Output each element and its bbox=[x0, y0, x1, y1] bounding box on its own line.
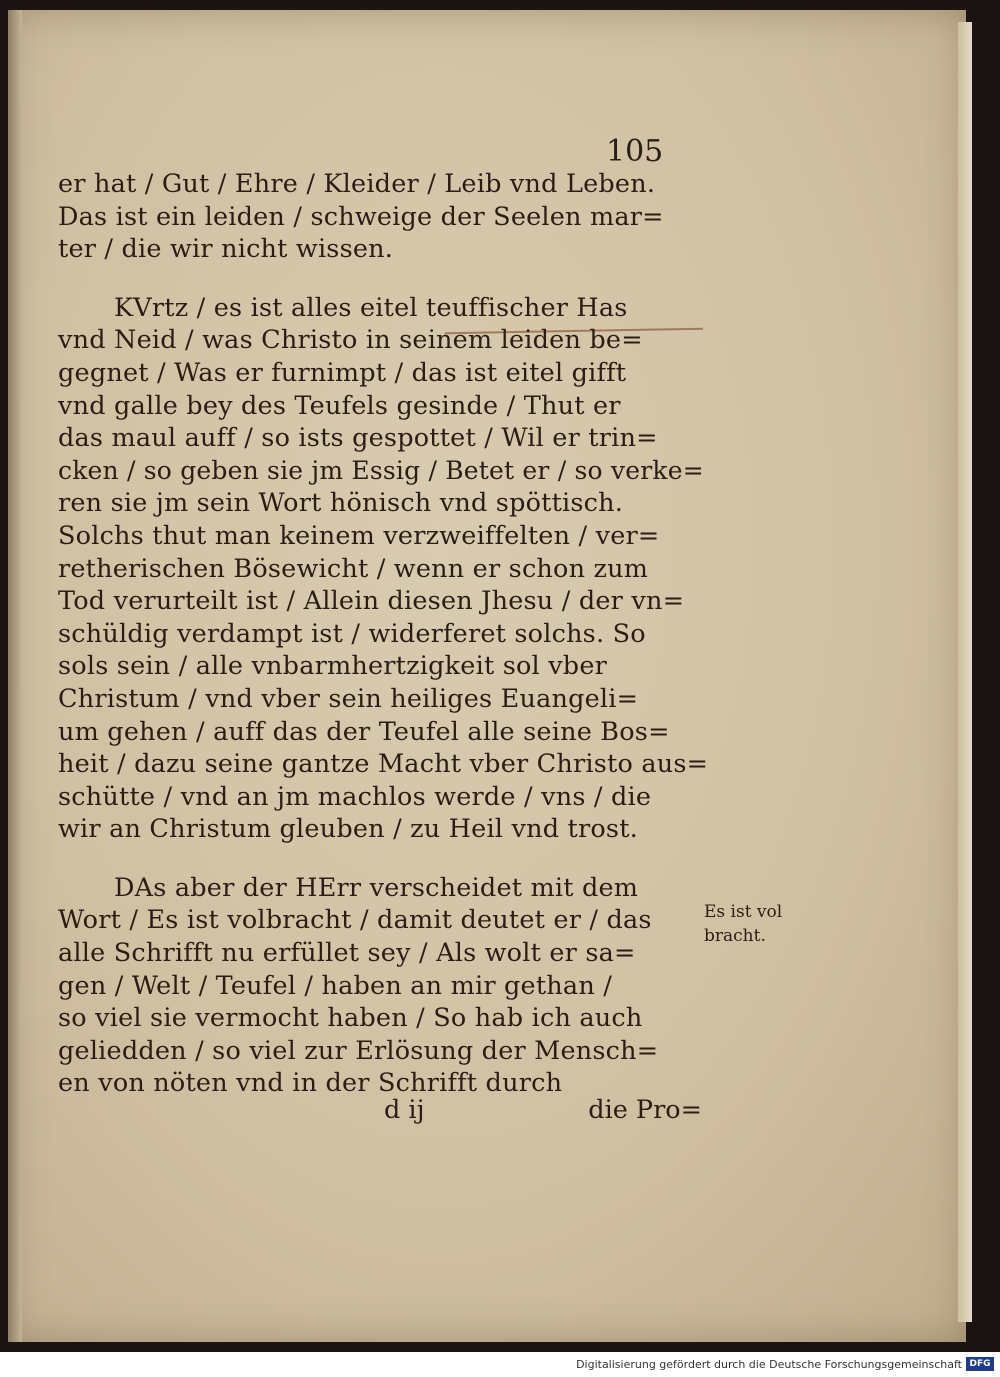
text-line: cken / so geben sie jm Essig / Betet er / so verke= bbox=[58, 455, 704, 485]
marginal-note bbox=[704, 900, 782, 948]
text-line: KVrtz / es ist alles eitel teuffischer Has bbox=[114, 292, 628, 323]
text-line: geliedden / so viel zur Erlösung der Mensch= bbox=[58, 1035, 659, 1066]
marginal-note-line: Es ist vol bbox=[704, 902, 783, 922]
paragraph-gap bbox=[58, 846, 708, 872]
text-line: ter / die wir nicht wissen. bbox=[58, 234, 394, 265]
text-line: vnd galle bey des Teufels gesinde / Thut er bbox=[58, 390, 621, 421]
text-line: DAs aber der HErr verscheidet mit dem bbox=[114, 872, 639, 903]
catchword: die Pro= bbox=[588, 1095, 702, 1125]
text-line: retherischen Bösewicht / wenn er schon zum bbox=[58, 553, 649, 584]
text-line: das maul auff / so ists gespottet / Wil er trin= bbox=[58, 423, 658, 454]
page-foot bbox=[58, 1093, 708, 1127]
marginal-note-line: bracht. bbox=[704, 926, 766, 946]
text-line: schüldig verdampt ist / widerferet solchs. So bbox=[58, 618, 646, 649]
text-line: Wort / Es ist volbracht / damit deutet er / das bbox=[58, 905, 652, 936]
text-line: sols sein / alle vnbarmhertzigkeit sol vber bbox=[58, 651, 608, 682]
page-fore-edge bbox=[958, 22, 972, 1322]
body-text bbox=[58, 168, 708, 1100]
text-line: er hat / Gut / Ehre / Kleider / Leib vnd Leben. bbox=[58, 169, 656, 199]
text-line: vnd Neid / was Christo in seinem leiden be= bbox=[58, 325, 643, 356]
funding-credit: Digitalisierung gefördert durch die Deutsche Forschungsgemeinschaft bbox=[576, 1358, 962, 1371]
text-line: so viel sie vermocht haben / So hab ich auch bbox=[58, 1003, 643, 1034]
text-line: Solchs thut man keinem verzweiffelten / ver= bbox=[58, 520, 660, 551]
text-line: Christum / vnd vber sein heiliges Euangeli= bbox=[58, 683, 639, 714]
text-line: Das ist ein leiden / schweige der Seelen mar= bbox=[58, 201, 664, 232]
text-line: gen / Welt / Teufel / haben an mir gethan / bbox=[58, 970, 613, 1001]
dfg-logo: DFG bbox=[966, 1357, 994, 1371]
text-line: en von nöten vnd in der Schrifft durch bbox=[58, 1068, 563, 1099]
text-line: Tod verurteilt ist / Allein diesen Jhesu / der vn= bbox=[58, 586, 685, 617]
text-line: ren sie jm sein Wort hönisch vnd spöttisch. bbox=[58, 488, 624, 519]
text-line: heit / dazu seine gantze Macht vber Christo aus= bbox=[58, 749, 709, 780]
page-gutter-edge bbox=[8, 10, 22, 1342]
paragraph-gap bbox=[58, 266, 708, 292]
signature-mark: d ij bbox=[384, 1095, 425, 1125]
text-line: um gehen / auff das der Teufel alle seine Bos= bbox=[58, 716, 670, 747]
text-line: gegnet / Was er furnimpt / das ist eitel gifft bbox=[58, 357, 627, 388]
page-number: 105 bbox=[606, 134, 664, 169]
text-line: schütte / vnd an jm machlos werde / vns / die bbox=[58, 781, 652, 812]
text-line: alle Schrifft nu erfüllet sey / Als wolt er sa= bbox=[58, 938, 636, 969]
text-line: wir an Christum gleuben / zu Heil vnd trost. bbox=[58, 814, 638, 845]
